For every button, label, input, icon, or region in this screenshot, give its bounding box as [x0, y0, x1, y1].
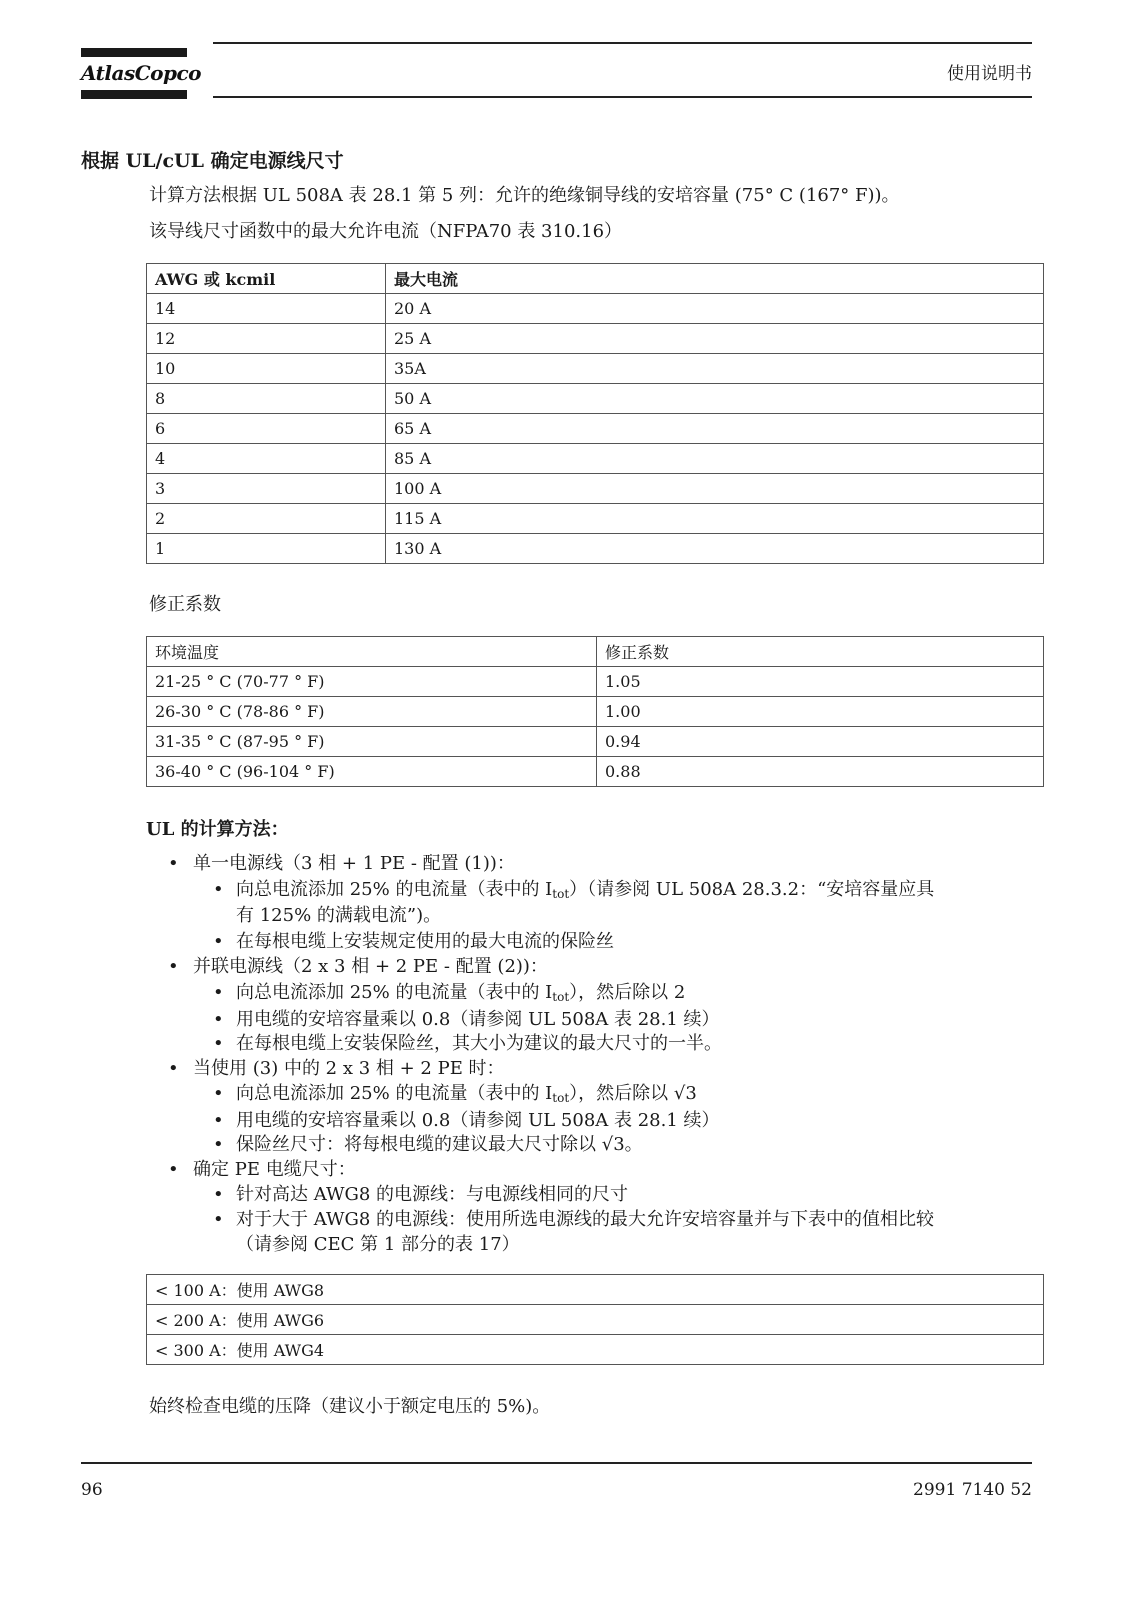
current-cell: 130 A [386, 534, 1044, 564]
intro-line-2: 该导线尺寸函数中的最大允许电流（NFPA70 表 310.16） [149, 221, 623, 242]
table-row [147, 534, 1044, 564]
bullet-text: 向总电流添加 25% 的电流量（表中的 $I_{tot}$）（请参阅 UL 508A 28.3.2：“安培容量应具 [236, 879, 935, 901]
pe-cable-table [146, 1274, 1044, 1365]
table-row [147, 384, 1044, 414]
table-row [147, 324, 1044, 354]
bullet-text: 在每根电缆上安装保险丝，其大小为建议的最大尺寸的一半。 [236, 1033, 722, 1054]
awg-cell: 10 [147, 354, 386, 384]
header-rule-top [213, 42, 1032, 44]
footer-rule [81, 1462, 1032, 1464]
bullet-text: 用电缆的安培容量乘以 0.8（请参阅 UL 508A 表 28.1 续） [236, 1009, 720, 1030]
bullet-text: 用电缆的安培容量乘以 0.8（请参阅 UL 508A 表 28.1 续） [236, 1110, 720, 1131]
awg-cell: 8 [147, 384, 386, 414]
awg-cell: 4 [147, 444, 386, 474]
factor-cell: 0.94 [597, 727, 1044, 757]
bullet-dot: • [168, 1058, 179, 1079]
correction-title: 修正系数 [149, 594, 221, 615]
bullet-dot: • [213, 982, 224, 1003]
section-title: 根据 UL/cUL 确定电源线尺寸 [81, 150, 344, 172]
bullet-dot: • [213, 879, 224, 900]
pe-cable-cell: < 300 A：使用 AWG4 [147, 1335, 1044, 1365]
table-row [147, 727, 1044, 757]
header-ambient-temp: 环境温度 [147, 637, 597, 667]
intro-line-1: 计算方法根据 UL 508A 表 28.1 第 5 列：允许的绝缘铜导线的安培容量 (75° C (167° F))。 [149, 185, 900, 206]
temp-cell: 36-40 ° C (96-104 ° F) [147, 757, 597, 787]
current-cell: 25 A [386, 324, 1044, 354]
table-row [147, 504, 1044, 534]
pe-cable-cell: < 100 A：使用 AWG8 [147, 1275, 1044, 1305]
logo-top-bar [81, 48, 187, 57]
pe-cable-cell: < 200 A：使用 AWG6 [147, 1305, 1044, 1335]
awg-cell: 2 [147, 504, 386, 534]
temp-cell: 31-35 ° C (87-95 ° F) [147, 727, 597, 757]
header-awg: AWG 或 kcmil [147, 264, 386, 294]
factor-cell: 1.05 [597, 667, 1044, 697]
bullet-text: 并联电源线（2 x 3 相 + 2 PE - 配置 (2))： [193, 956, 548, 977]
bullet-dot: • [168, 853, 179, 874]
bullet-dot: • [213, 1033, 224, 1054]
factor-cell: 1.00 [597, 697, 1044, 727]
correction-factor-table [146, 636, 1044, 787]
itot-subscript: tot [552, 1091, 570, 1105]
manual-title: 使用说明书 [947, 64, 1032, 84]
itot-subscript: tot [552, 887, 570, 901]
table-row [147, 697, 1044, 727]
header-rule-bottom [213, 96, 1032, 98]
bullet-text: 单一电源线（3 相 + 1 PE - 配置 (1))： [193, 853, 515, 874]
bullet-text: 向总电流添加 25% 的电流量（表中的 $I_{tot}$），然后除以 √3 [236, 1083, 697, 1105]
table-row [147, 294, 1044, 324]
table-row [147, 474, 1044, 504]
bullet-dot: • [213, 931, 224, 952]
current-cell: 85 A [386, 444, 1044, 474]
factor-cell: 0.88 [597, 757, 1044, 787]
awg-cell: 12 [147, 324, 386, 354]
document-number: 2991 7140 52 [913, 1480, 1032, 1500]
header-correction-factor: 修正系数 [597, 637, 1044, 667]
bullet-dot: • [213, 1009, 224, 1030]
current-cell: 65 A [386, 414, 1044, 444]
voltage-drop-note: 始终检查电缆的压降（建议小于额定电压的 5%)。 [149, 1396, 551, 1417]
current-cell: 115 A [386, 504, 1044, 534]
awg-cell: 3 [147, 474, 386, 504]
bullet-dot: • [213, 1083, 224, 1104]
awg-cell: 6 [147, 414, 386, 444]
bullet-text: 确定 PE 电缆尺寸： [193, 1159, 356, 1180]
table-row [147, 1305, 1044, 1335]
bullet-dot: • [213, 1110, 224, 1131]
awg-cell: 14 [147, 294, 386, 324]
bullet-dot: • [168, 1159, 179, 1180]
current-cell: 35A [386, 354, 1044, 384]
table-row [147, 1335, 1044, 1365]
table-row [147, 354, 1044, 384]
table-row [147, 1275, 1044, 1305]
bullet-text: 向总电流添加 25% 的电流量（表中的 $I_{tot}$），然后除以 2 [236, 982, 686, 1004]
bullet-dot: • [168, 956, 179, 977]
table-row [147, 414, 1044, 444]
page-number: 96 [81, 1480, 103, 1500]
temp-cell: 26-30 ° C (78-86 ° F) [147, 697, 597, 727]
logo-bottom-bar [81, 90, 187, 99]
bullet-dot: • [213, 1184, 224, 1205]
bullet-text: 保险丝尺寸：将每根电缆的建议最大尺寸除以 √3。 [236, 1134, 643, 1155]
awg-current-table [146, 263, 1044, 564]
atlas-copco-logo [81, 48, 201, 99]
table-row [147, 667, 1044, 697]
bullet-text: 针对高达 AWG8 的电源线：与电源线相同的尺寸 [236, 1184, 629, 1205]
bullet-dot: • [213, 1134, 224, 1155]
table-header-row [147, 264, 1044, 294]
ul-method-title: UL 的计算方法： [146, 819, 289, 840]
bullet-text: 当使用 (3) 中的 2 x 3 相 + 2 PE 时： [193, 1058, 505, 1079]
bullet-dot: • [213, 1209, 224, 1230]
bullet-text: 在每根电缆上安装规定使用的最大电流的保险丝 [236, 931, 614, 952]
current-cell: 20 A [386, 294, 1044, 324]
logo-wordmark: AtlasCopco [81, 61, 201, 85]
awg-cell: 1 [147, 534, 386, 564]
header-max-current: 最大电流 [386, 264, 1044, 294]
current-cell: 50 A [386, 384, 1044, 414]
table-header-row [147, 637, 1044, 667]
temp-cell: 21-25 ° C (70-77 ° F) [147, 667, 597, 697]
table-row [147, 757, 1044, 787]
current-cell: 100 A [386, 474, 1044, 504]
bullet-text: 对于大于 AWG8 的电源线：使用所选电源线的最大允许安培容量并与下表中的值相比较 [236, 1209, 935, 1230]
table-row [147, 444, 1044, 474]
itot-subscript: tot [552, 990, 570, 1004]
